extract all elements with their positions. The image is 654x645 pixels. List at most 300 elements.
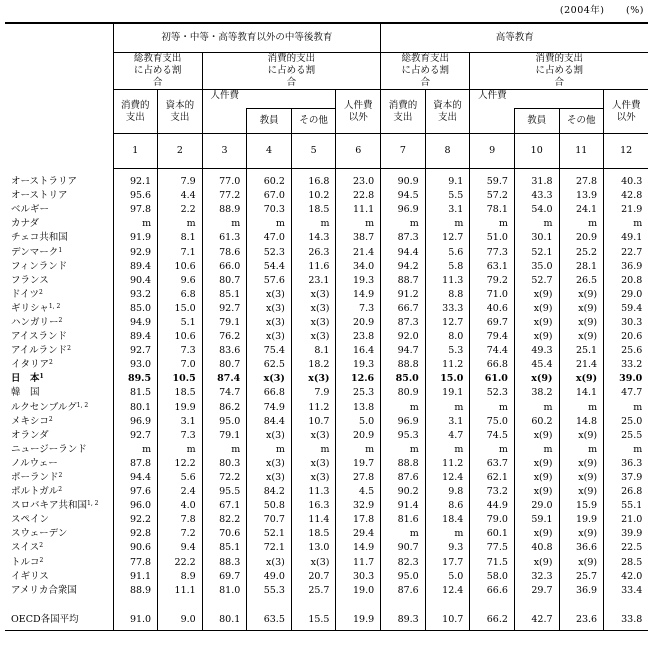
value-cell: 90.7 xyxy=(381,541,426,555)
country-name: ベルギー xyxy=(11,204,50,216)
value-cell: 27.8 xyxy=(559,175,604,189)
value-cell: m xyxy=(158,217,203,231)
value-cell: m xyxy=(336,443,381,457)
value-cell: 62.5 xyxy=(247,358,292,372)
value-cell: 12.6 xyxy=(336,372,381,386)
value-cell: 7.2 xyxy=(158,527,203,541)
value-cell: 11.1 xyxy=(158,584,203,598)
value-cell: 3.1 xyxy=(425,203,470,217)
value-cell: 59.7 xyxy=(470,175,515,189)
value-cell: 39.9 xyxy=(604,527,649,541)
value-cell: x(9) xyxy=(514,302,559,316)
value-cell: m xyxy=(425,217,470,231)
value-cell: m xyxy=(247,443,292,457)
value-cell: 87.6 xyxy=(381,584,426,598)
column-number: 7 xyxy=(381,134,426,169)
value-cell: m xyxy=(381,527,426,541)
table-row xyxy=(5,485,648,499)
value-cell: 22.8 xyxy=(336,189,381,203)
value-cell: 57.6 xyxy=(247,274,292,288)
col-non-personnel-tertiary: 人件費以外 xyxy=(604,90,649,134)
value-cell: x(3) xyxy=(247,302,292,316)
value-cell: 45.4 xyxy=(514,358,559,372)
average-value-cell: 15.5 xyxy=(291,610,336,631)
value-cell: 32.3 xyxy=(514,570,559,584)
value-cell: 52.7 xyxy=(514,274,559,288)
country-name: カナダ xyxy=(11,218,40,230)
footnote-marker: 1, 2 xyxy=(87,500,99,508)
average-value-cell: 66.2 xyxy=(470,610,515,631)
value-cell: 25.5 xyxy=(604,429,649,443)
value-cell: 66.8 xyxy=(247,386,292,400)
value-cell: 31.8 xyxy=(514,175,559,189)
value-cell: 26.5 xyxy=(559,274,604,288)
table-row xyxy=(5,457,648,471)
value-cell: 27.8 xyxy=(336,471,381,485)
country-name: オーストラリア xyxy=(11,176,78,188)
education-expenditure-table xyxy=(5,22,648,631)
value-cell: 47.7 xyxy=(604,386,649,400)
oecd-average-row xyxy=(5,610,648,631)
value-cell: 9.3 xyxy=(425,541,470,555)
value-cell: 67.0 xyxy=(247,189,292,203)
value-cell: 18.5 xyxy=(291,203,336,217)
value-cell: 25.1 xyxy=(559,344,604,358)
value-cell: 16.8 xyxy=(291,175,336,189)
value-cell: 71.0 xyxy=(470,288,515,302)
value-cell: m xyxy=(113,217,158,231)
average-value-cell: 91.0 xyxy=(113,610,158,631)
value-cell: m xyxy=(425,527,470,541)
value-cell: 74.9 xyxy=(247,401,292,415)
value-cell: 75.4 xyxy=(247,344,292,358)
value-cell: 11.2 xyxy=(425,457,470,471)
value-cell: m xyxy=(604,401,649,415)
value-cell: 36.9 xyxy=(559,584,604,598)
value-cell: 34.0 xyxy=(336,260,381,274)
footnote-marker: 1 xyxy=(58,246,63,254)
value-cell: 5.6 xyxy=(425,245,470,259)
value-cell: 87.8 xyxy=(113,457,158,471)
value-cell: x(3) xyxy=(247,429,292,443)
table-caption xyxy=(542,2,644,16)
value-cell: 3.1 xyxy=(158,415,203,429)
value-cell: 92.1 xyxy=(113,175,158,189)
value-cell: 95.0 xyxy=(202,415,247,429)
value-cell: 87.6 xyxy=(381,471,426,485)
value-cell: 5.8 xyxy=(425,260,470,274)
value-cell: 52.3 xyxy=(247,245,292,259)
value-cell: 11.6 xyxy=(291,260,336,274)
value-cell: 92.2 xyxy=(113,513,158,527)
value-cell: 49.0 xyxy=(247,570,292,584)
value-cell: 94.5 xyxy=(381,189,426,203)
value-cell: 29.0 xyxy=(604,288,649,302)
table-row xyxy=(5,245,648,259)
value-cell: 19.7 xyxy=(336,457,381,471)
col-current-secondary: 消費的支出 xyxy=(113,90,158,134)
value-cell: 94.7 xyxy=(381,344,426,358)
value-cell: 18.5 xyxy=(158,386,203,400)
value-cell: 77.5 xyxy=(470,541,515,555)
table-row xyxy=(5,316,648,330)
value-cell: 15.0 xyxy=(425,372,470,386)
value-cell: x(9) xyxy=(514,372,559,386)
column-number: 11 xyxy=(559,134,604,169)
col-other-tertiary: その他 xyxy=(559,109,604,134)
value-cell: x(3) xyxy=(247,330,292,344)
value-cell: 77.8 xyxy=(113,556,158,570)
value-cell: 79.0 xyxy=(470,513,515,527)
value-cell: 4.7 xyxy=(425,429,470,443)
value-cell: 89.4 xyxy=(113,330,158,344)
value-cell: m xyxy=(113,443,158,457)
value-cell: 77.3 xyxy=(470,245,515,259)
value-cell: 60.2 xyxy=(247,175,292,189)
value-cell: m xyxy=(381,217,426,231)
column-number: 9 xyxy=(470,134,515,169)
value-cell: 18.4 xyxy=(425,513,470,527)
average-label: OECD各国平均 xyxy=(5,610,113,631)
value-cell: 25.7 xyxy=(559,570,604,584)
value-cell: 92.7 xyxy=(113,429,158,443)
value-cell: 44.9 xyxy=(470,499,515,513)
value-cell: m xyxy=(514,443,559,457)
value-cell: x(3) xyxy=(247,556,292,570)
value-cell: 8.0 xyxy=(425,330,470,344)
footnote-marker: 2 xyxy=(58,486,63,494)
value-cell: 32.9 xyxy=(336,499,381,513)
value-cell: 36.9 xyxy=(604,260,649,274)
value-cell: 20.9 xyxy=(336,429,381,443)
value-cell: 9.6 xyxy=(158,274,203,288)
value-cell: 47.0 xyxy=(247,231,292,245)
value-cell: 28.5 xyxy=(604,556,649,570)
value-cell: 86.2 xyxy=(202,401,247,415)
value-cell: 21.4 xyxy=(559,358,604,372)
value-cell: 33.2 xyxy=(604,358,649,372)
value-cell: 81.6 xyxy=(381,513,426,527)
footnote-marker: 2 xyxy=(58,316,63,324)
value-cell: 60.1 xyxy=(470,527,515,541)
value-cell: 7.9 xyxy=(158,175,203,189)
table-row xyxy=(5,203,648,217)
value-cell: 96.9 xyxy=(381,415,426,429)
value-cell: 69.7 xyxy=(470,316,515,330)
value-cell: 71.5 xyxy=(470,556,515,570)
value-cell: 91.1 xyxy=(113,570,158,584)
value-cell: 17.8 xyxy=(336,513,381,527)
value-cell: 35.0 xyxy=(514,260,559,274)
value-cell: 40.8 xyxy=(514,541,559,555)
table-row xyxy=(5,274,648,288)
value-cell: m xyxy=(559,217,604,231)
value-cell: 63.1 xyxy=(470,260,515,274)
table-row xyxy=(5,189,648,203)
value-cell: 5.6 xyxy=(158,471,203,485)
average-value-cell: 23.6 xyxy=(559,610,604,631)
value-cell: 36.3 xyxy=(604,457,649,471)
value-cell: 11.1 xyxy=(336,203,381,217)
value-cell: 7.8 xyxy=(158,513,203,527)
table-body xyxy=(5,169,648,631)
spacer-row xyxy=(5,598,648,610)
value-cell: 11.4 xyxy=(291,513,336,527)
value-cell: 33.4 xyxy=(604,584,649,598)
value-cell: x(9) xyxy=(559,429,604,443)
column-number: 5 xyxy=(291,134,336,169)
footnote-marker: 1 xyxy=(39,373,44,381)
value-cell: x(9) xyxy=(514,485,559,499)
share-current-header-tertiary: 消費的支出に占める割合 xyxy=(470,53,648,90)
value-cell: 70.3 xyxy=(247,203,292,217)
value-cell: 66.8 xyxy=(470,358,515,372)
value-cell: 13.8 xyxy=(336,401,381,415)
value-cell: 78.6 xyxy=(202,245,247,259)
country-name: オーストリア xyxy=(11,190,68,202)
value-cell: 16.3 xyxy=(291,499,336,513)
value-cell: 20.7 xyxy=(291,570,336,584)
value-cell: x(3) xyxy=(247,288,292,302)
col-personnel-tertiary: 人件費 xyxy=(470,90,515,109)
footnote-marker: 1, 2 xyxy=(76,401,89,409)
value-cell: 43.3 xyxy=(514,189,559,203)
value-cell: 80.7 xyxy=(202,274,247,288)
value-cell: 84.4 xyxy=(247,415,292,429)
value-cell: 2.4 xyxy=(158,485,203,499)
value-cell: 91.4 xyxy=(381,499,426,513)
value-cell: 10.5 xyxy=(158,372,203,386)
value-cell: 23.0 xyxy=(336,175,381,189)
country-header-cell xyxy=(5,23,113,169)
value-cell: 7.9 xyxy=(291,386,336,400)
country-name: メキシコ$^2$ xyxy=(11,415,53,427)
value-cell: x(3) xyxy=(291,288,336,302)
value-cell: 88.8 xyxy=(381,457,426,471)
value-cell: 85.0 xyxy=(113,302,158,316)
spacer-secondary xyxy=(247,90,336,109)
value-cell: 59.1 xyxy=(514,513,559,527)
value-cell: 10.6 xyxy=(158,260,203,274)
footnote-marker: 2 xyxy=(39,542,44,550)
value-cell: 74.5 xyxy=(470,429,515,443)
value-cell: m xyxy=(158,443,203,457)
value-cell: 36.6 xyxy=(559,541,604,555)
value-cell: x(3) xyxy=(291,471,336,485)
value-cell: 70.7 xyxy=(247,513,292,527)
average-value-cell: 19.9 xyxy=(336,610,381,631)
country-name: スウェーデン xyxy=(11,528,68,540)
country-name: アメリカ合衆国 xyxy=(11,584,77,596)
value-cell: x(3) xyxy=(291,556,336,570)
value-cell: x(9) xyxy=(514,527,559,541)
value-cell: 21.4 xyxy=(336,245,381,259)
value-cell: 17.7 xyxy=(425,556,470,570)
share-total-header-secondary: 総教育支出に占める割合 xyxy=(113,53,202,90)
value-cell: 20.9 xyxy=(336,316,381,330)
column-number: 10 xyxy=(514,134,559,169)
column-number: 3 xyxy=(202,134,247,169)
value-cell: 96.0 xyxy=(113,499,158,513)
average-value-cell: 89.3 xyxy=(381,610,426,631)
value-cell: x(9) xyxy=(514,330,559,344)
value-cell: 24.1 xyxy=(559,203,604,217)
value-cell: 13.9 xyxy=(559,189,604,203)
value-cell: m xyxy=(202,443,247,457)
column-number: 12 xyxy=(604,134,649,169)
value-cell: 95.6 xyxy=(113,189,158,203)
footnote-marker: 2 xyxy=(58,472,63,480)
value-cell: 12.2 xyxy=(158,457,203,471)
value-cell: x(3) xyxy=(247,316,292,330)
value-cell: 92.8 xyxy=(113,527,158,541)
value-cell: 7.0 xyxy=(158,358,203,372)
value-cell: 77.2 xyxy=(202,189,247,203)
footnote-marker: 1, 2 xyxy=(48,302,61,310)
country-name: デンマーク$^1$ xyxy=(11,246,63,258)
value-cell: m xyxy=(425,401,470,415)
value-cell: 75.0 xyxy=(470,415,515,429)
value-cell: m xyxy=(291,443,336,457)
value-cell: 96.9 xyxy=(381,203,426,217)
value-cell: 97.8 xyxy=(113,203,158,217)
value-cell: 58.0 xyxy=(470,570,515,584)
value-cell: 7.3 xyxy=(336,302,381,316)
value-cell: 93.0 xyxy=(113,358,158,372)
column-number: 4 xyxy=(247,134,292,169)
table-row xyxy=(5,443,648,457)
value-cell: 14.1 xyxy=(559,386,604,400)
country-name: 日 本$^1$ xyxy=(11,373,44,385)
value-cell: m xyxy=(381,443,426,457)
country-name: チェコ共和国 xyxy=(11,232,68,244)
value-cell: 30.3 xyxy=(336,570,381,584)
average-value-cell: 42.7 xyxy=(514,610,559,631)
value-cell: 10.2 xyxy=(291,189,336,203)
col-teachers-tertiary: 教員 xyxy=(514,109,559,134)
value-cell: 92.0 xyxy=(381,330,426,344)
share-current-header-secondary: 消費的支出に占める割合 xyxy=(202,53,380,90)
value-cell: 13.0 xyxy=(291,541,336,555)
value-cell: 95.0 xyxy=(381,570,426,584)
col-teachers-secondary: 教員 xyxy=(247,109,292,134)
value-cell: 89.4 xyxy=(113,260,158,274)
value-cell: 8.8 xyxy=(425,288,470,302)
value-cell: 49.1 xyxy=(604,231,649,245)
personnel-blank-secondary xyxy=(202,109,247,134)
year-label: (2004年) xyxy=(559,5,605,16)
value-cell: 80.3 xyxy=(202,457,247,471)
value-cell: 79.2 xyxy=(470,274,515,288)
footnote-marker: 2 xyxy=(48,415,53,423)
value-cell: 88.8 xyxy=(381,358,426,372)
country-name: ポーランド$^2$ xyxy=(11,472,63,484)
value-cell: 87.4 xyxy=(202,372,247,386)
value-cell: 95.3 xyxy=(381,429,426,443)
value-cell: 66.6 xyxy=(470,584,515,598)
value-cell: 54.4 xyxy=(247,260,292,274)
value-cell: 50.8 xyxy=(247,499,292,513)
col-personnel-secondary: 人件費 xyxy=(202,90,247,109)
value-cell: 19.3 xyxy=(336,358,381,372)
value-cell: 28.1 xyxy=(559,260,604,274)
value-cell: m xyxy=(470,217,515,231)
value-cell: 51.0 xyxy=(470,231,515,245)
value-cell: 96.9 xyxy=(113,415,158,429)
value-cell: 88.3 xyxy=(202,556,247,570)
value-cell: x(3) xyxy=(291,316,336,330)
value-cell: m xyxy=(202,217,247,231)
value-cell: 12.4 xyxy=(425,471,470,485)
value-cell: 92.7 xyxy=(202,302,247,316)
value-cell: 72.1 xyxy=(247,541,292,555)
value-cell: 19.0 xyxy=(336,584,381,598)
country-name: ノルウェー xyxy=(11,457,58,469)
value-cell: 11.7 xyxy=(336,556,381,570)
value-cell: x(9) xyxy=(514,429,559,443)
value-cell: 88.7 xyxy=(381,274,426,288)
value-cell: x(9) xyxy=(559,471,604,485)
value-cell: 94.4 xyxy=(113,471,158,485)
value-cell: x(3) xyxy=(291,457,336,471)
value-cell: 8.1 xyxy=(291,344,336,358)
country-name: フィンランド xyxy=(11,260,68,272)
value-cell: 6.8 xyxy=(158,288,203,302)
value-cell: 72.2 xyxy=(202,471,247,485)
value-cell: 66.7 xyxy=(381,302,426,316)
value-cell: 9.8 xyxy=(425,485,470,499)
country-name: トルコ$^2$ xyxy=(11,556,44,568)
value-cell: 77.0 xyxy=(202,175,247,189)
country-name: アイルランド$^2$ xyxy=(11,345,71,357)
country-name: スロバキア共和国$^{1, 2}$ xyxy=(11,500,99,512)
col-capital-tertiary: 資本的支出 xyxy=(425,90,470,134)
value-cell: 94.2 xyxy=(381,260,426,274)
value-cell: 19.1 xyxy=(425,386,470,400)
table-row xyxy=(5,330,648,344)
value-cell: 7.3 xyxy=(158,429,203,443)
value-cell: 15.9 xyxy=(559,499,604,513)
value-cell: 39.0 xyxy=(604,372,649,386)
value-cell: 93.2 xyxy=(113,288,158,302)
value-cell: 79.4 xyxy=(470,330,515,344)
table-row xyxy=(5,401,648,415)
value-cell: 94.9 xyxy=(113,316,158,330)
value-cell: 19.3 xyxy=(336,274,381,288)
value-cell: x(9) xyxy=(559,485,604,499)
footnote-marker: 2 xyxy=(49,359,53,367)
value-cell: x(3) xyxy=(247,372,292,386)
value-cell: 80.7 xyxy=(202,358,247,372)
value-cell: 5.1 xyxy=(158,316,203,330)
value-cell: 12.7 xyxy=(425,231,470,245)
table-row xyxy=(5,584,648,598)
table-row xyxy=(5,358,648,372)
value-cell: 14.9 xyxy=(336,288,381,302)
value-cell: 67.1 xyxy=(202,499,247,513)
value-cell: 59.4 xyxy=(604,302,649,316)
value-cell: m xyxy=(559,443,604,457)
value-cell: 83.6 xyxy=(202,344,247,358)
value-cell: 91.2 xyxy=(381,288,426,302)
value-cell: 90.4 xyxy=(113,274,158,288)
value-cell: 26.8 xyxy=(604,485,649,499)
table-row xyxy=(5,386,648,400)
value-cell: 5.3 xyxy=(425,344,470,358)
column-number: 6 xyxy=(336,134,381,169)
value-cell: x(9) xyxy=(559,457,604,471)
value-cell: 21.9 xyxy=(604,203,649,217)
